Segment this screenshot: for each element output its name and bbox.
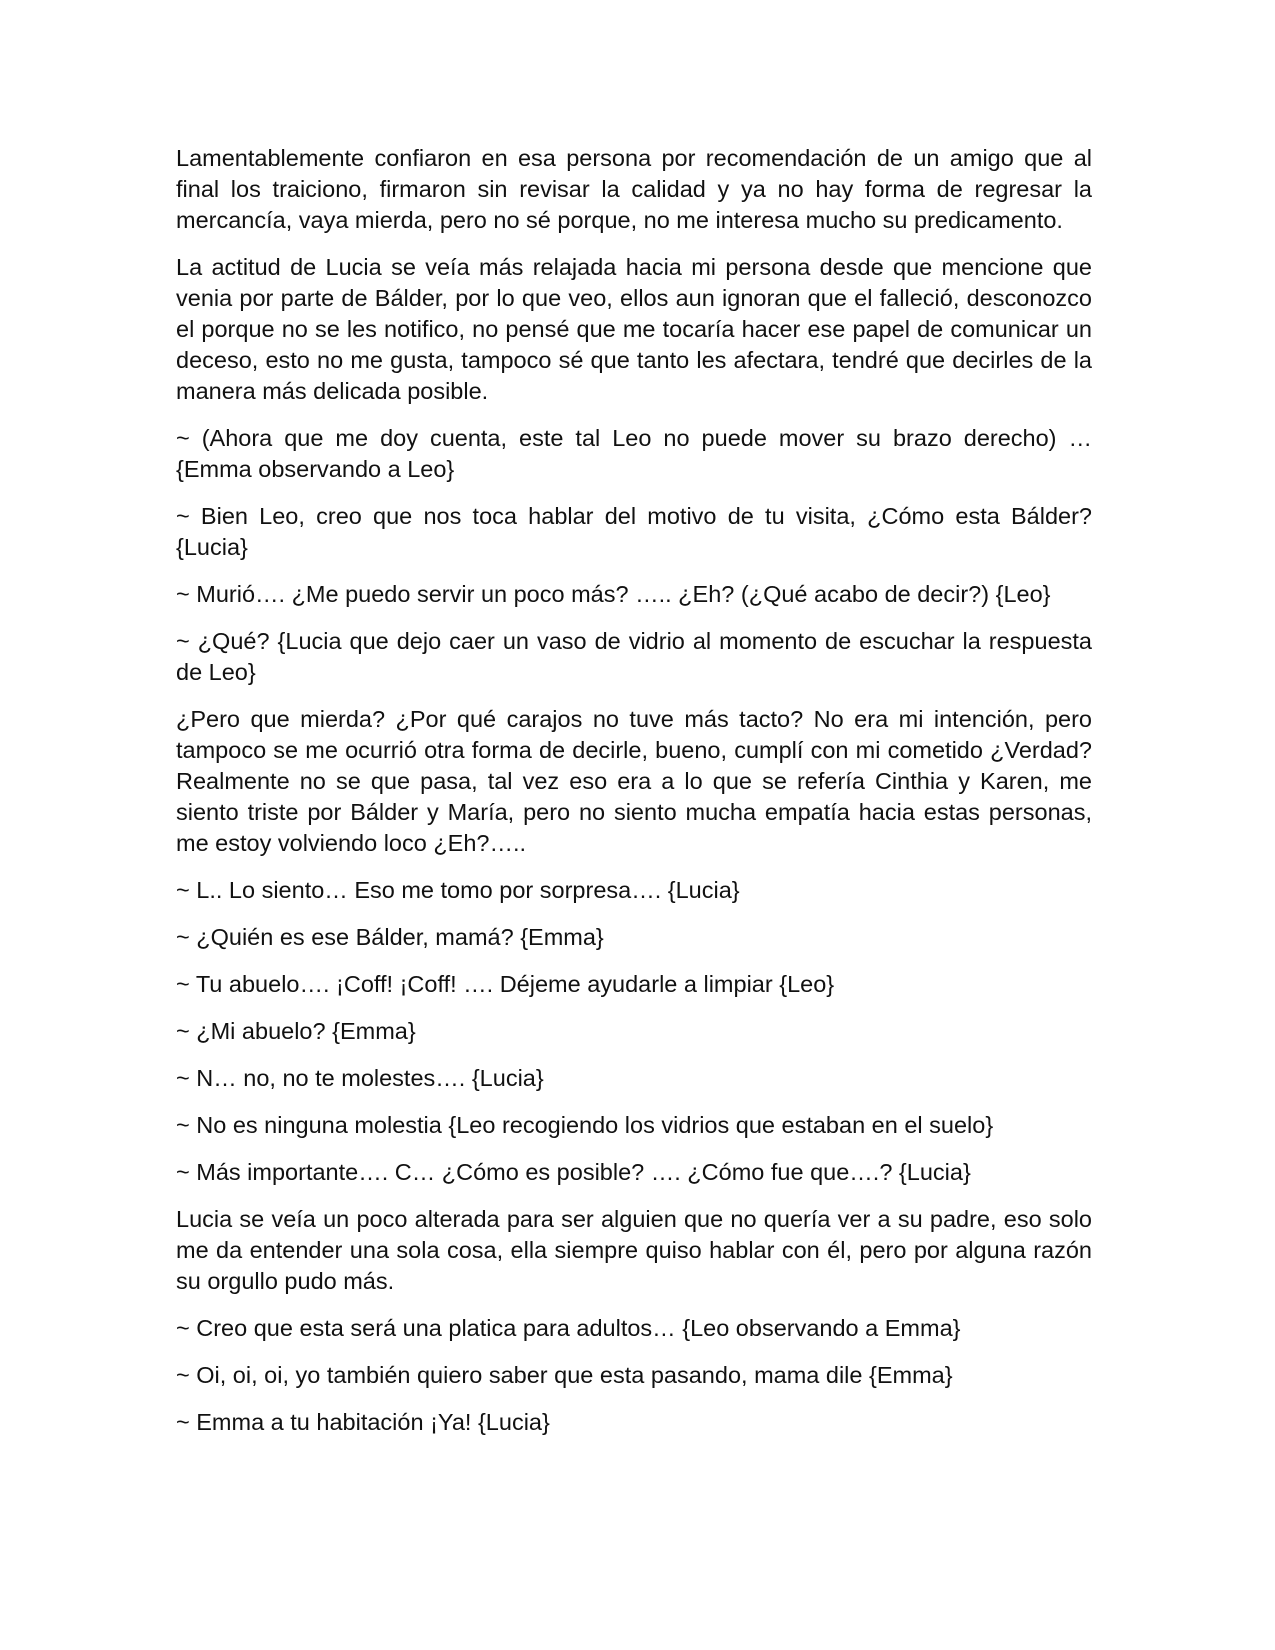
dialogue-line: ~ ¿Mi abuelo? {Emma}	[176, 1018, 416, 1044]
narration-paragraph: ¿Pero que mierda? ¿Por qué carajos no tuve más tacto? No era mi intención, pero tampoco se me ocurrió otra forma de decirle, bueno, cumplí con mi cometido ¿Verdad? Realmente no se que pasa, tal vez eso era a lo que se refería Cinthia y Karen, me siento triste por Bálder y María, pero no siento mucha empatía hacia estas personas, me estoy volviendo loco ¿Eh?…..	[176, 706, 1092, 856]
dialogue-line: ~ N… no, no te molestes…. {Lucia}	[176, 1065, 544, 1091]
dialogue-line: ~ Creo que esta será una platica para adultos… {Leo observando a Emma}	[176, 1315, 961, 1341]
document-page	[176, 143, 1092, 1454]
dialogue-line: ~ ¿Qué? {Lucia que dejo caer un vaso de vidrio al momento de escuchar la respuesta de Leo}	[176, 628, 1092, 685]
narration-paragraph: Lucia se veía un poco alterada para ser alguien que no quería ver a su padre, eso solo me da entender una sola cosa, ella siempre quiso hablar con él, pero por alguna razón su orgullo pudo más.	[176, 1206, 1092, 1294]
dialogue-line: ~ Más importante…. C… ¿Cómo es posible? …. ¿Cómo fue que….? {Lucia}	[176, 1159, 971, 1185]
dialogue-line: ~ Murió…. ¿Me puedo servir un poco más? ….. ¿Eh? (¿Qué acabo de decir?) {Leo}	[176, 581, 1051, 607]
dialogue-line: ~ (Ahora que me doy cuenta, este tal Leo no puede mover su brazo derecho) … {Emma observando a Leo}	[176, 425, 1092, 482]
dialogue-line: ~ No es ninguna molestia {Leo recogiendo los vidrios que estaban en el suelo}	[176, 1112, 994, 1138]
dialogue-line: ~ Tu abuelo…. ¡Coff! ¡Coff! …. Déjeme ayudarle a limpiar {Leo}	[176, 971, 835, 997]
dialogue-line: ~ Oi, oi, oi, yo también quiero saber que esta pasando, mama dile {Emma}	[176, 1362, 953, 1388]
narration-paragraph: Lamentablemente confiaron en esa persona por recomendación de un amigo que al final los traiciono, firmaron sin revisar la calidad y ya no hay forma de regresar la mercancía, vaya mierda, pero no sé porque, no me interesa mucho su predicamento.	[176, 145, 1092, 233]
dialogue-line: ~ Bien Leo, creo que nos toca hablar del motivo de tu visita, ¿Cómo esta Bálder? {Lucia}	[176, 503, 1092, 560]
narration-paragraph: La actitud de Lucia se veía más relajada hacia mi persona desde que mencione que venia por parte de Bálder, por lo que veo, ellos aun ignoran que el falleció, desconozco el porque no se les notifico, no pensé que me tocaría hacer ese papel de comunicar un deceso, esto no me gusta, tampoco sé que tanto les afectara, tendré que decirles de la manera más delicada posible.	[176, 254, 1092, 404]
dialogue-line: ~ ¿Quién es ese Bálder, mamá? {Emma}	[176, 924, 604, 950]
dialogue-line: ~ L.. Lo siento… Eso me tomo por sorpresa…. {Lucia}	[176, 877, 740, 903]
dialogue-line: ~ Emma a tu habitación ¡Ya! {Lucia}	[176, 1409, 550, 1435]
